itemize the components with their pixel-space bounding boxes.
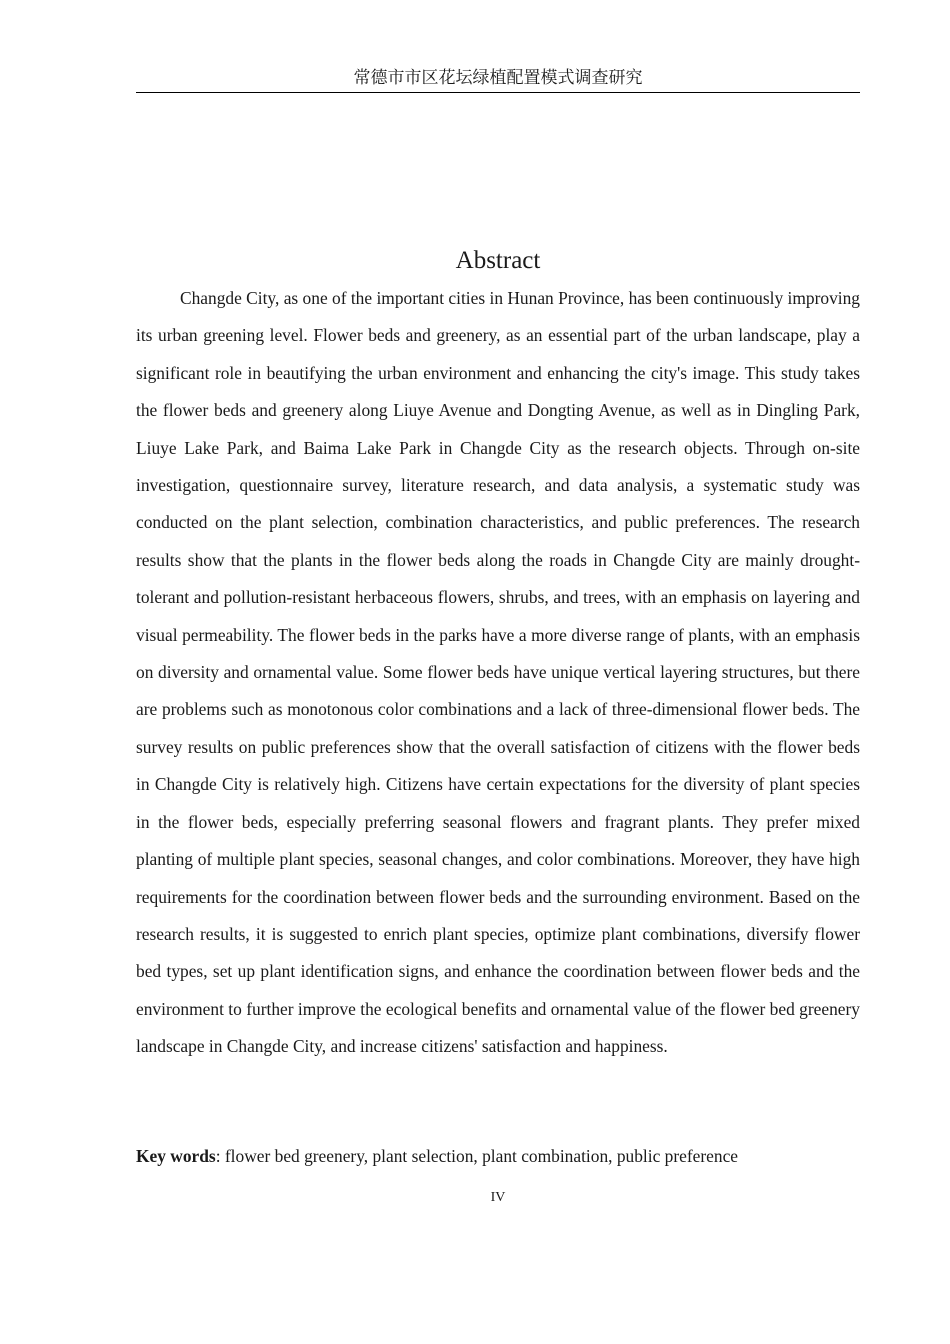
keywords-line xyxy=(136,1138,860,1175)
page-number: IV xyxy=(490,1190,506,1205)
keywords-text: : flower bed greenery, plant selection, plant combination, public preference xyxy=(215,1146,739,1166)
keywords-label: Key words xyxy=(136,1146,216,1166)
abstract-body: Changde City, as one of the important cities in Hunan Province, has been continuously improving its urban greening level. Flower beds and greenery, as an essential part of the urban landscape, play a significant role in beautifying the urban environment and enhancing the city's image. This study takes the flower beds and greenery along Liuye Avenue and Dongting Avenue, as well as in Dingling Park, Liuye Lake Park, and Baima Lake Park in Changde City as the research objects. Through on-site investigation, questionnaire survey, literature research, and data analysis, a systematic study was conducted on the plant selection, combination characteristics, and public preferences. The research results show that the plants in the flower beds along the roads in Changde City are mainly drought-tolerant and pollution-resistant herbaceous flowers, shrubs, and trees, with an emphasis on layering and visual permeability. The flower beds in the parks have a more diverse range of plants, with an emphasis on diversity and ornamental value. Some flower beds have unique vertical layering structures, but there are problems such as monotonous color combinations and a lack of three-dimensional flower beds. The survey results on public preferences show that the overall satisfaction of citizens with the flower beds in Changde City is relatively high. Citizens have certain expectations for the diversity of plant species in the flower beds, especially preferring seasonal flowers and fragrant plants. They prefer mixed planting of multiple plant species, seasonal changes, and color combinations. Moreover, they have high requirements for the coordination between flower beds and the surrounding environment. Based on the research results, it is suggested to enrich plant species, optimize plant combinations, diversify flower bed types, set up plant identification signs, and enhance the coordination between flower beds and the environment to further improve the ecological benefits and ornamental value of the flower bed greenery landscape in Changde City, and increase citizens' satisfaction and happiness. xyxy=(136,288,860,1057)
abstract-title: Abstract xyxy=(455,247,541,274)
running-header: 常德市市区花坛绿植配置模式调查研究 xyxy=(136,66,860,93)
